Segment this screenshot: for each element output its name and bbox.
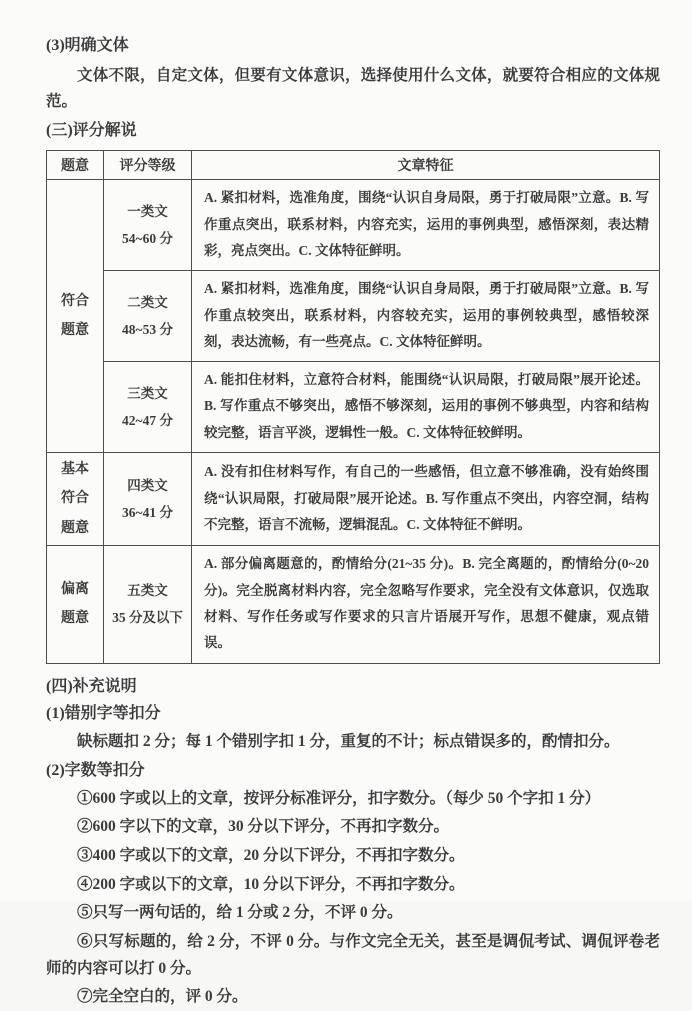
wordcount-deduction-heading: (2)字数等扣分 xyxy=(46,762,145,780)
table-row xyxy=(47,453,660,546)
typo-deduction-text: 缺标题扣 2 分；每 1 个错别字扣 1 分，重复的不计；标点错误多的，酌情扣分。 xyxy=(77,732,620,750)
table-row xyxy=(47,362,660,453)
table-row xyxy=(47,546,660,663)
grade-score-range: 36~41 分 xyxy=(122,505,173,521)
rubric-section-heading: (三)评分解说 xyxy=(46,122,137,140)
wordcount-rule-7: ⑦完全空白的，评 0 分。 xyxy=(77,988,248,1006)
wordcount-rule-5: ⑤只写一两句话的，给 1 分或 2 分，不评 0 分。 xyxy=(77,904,403,922)
table-header-row xyxy=(47,151,660,180)
table-row xyxy=(47,271,660,362)
grade-score-range: 54~60 分 xyxy=(122,231,173,247)
topic-group-basically-matches: 基本符合题意 xyxy=(47,453,104,546)
topic-group-off-topic: 偏离题意 xyxy=(47,546,104,663)
wordcount-rule-1: ①600 字或以上的文章，按评分标准评分，扣字数分。（每少 50 个字扣 1 分） xyxy=(77,789,601,807)
wordcount-rule-2: ②600 字以下的文章，30 分以下评分，不再扣字数分。 xyxy=(77,818,450,836)
table-row xyxy=(47,180,660,271)
grade-label: 四类文 xyxy=(127,478,168,494)
features-class1: A. 紧扣材料，选准角度，围绕“认识自身局限，勇于打破局限”立意。B. 写作重点突出，联系材料，内容充实，运用的事例典型，感悟深刻，表达精彩，亮点突出。C. 文体特征鲜明。 xyxy=(192,180,660,271)
grade-cell-class5 xyxy=(104,546,192,663)
features-class3: A. 能扣住材料，立意符合材料，能围绕“认识局限，打破局限”展开论述。B. 写作重点不够突出，感悟不够深刻，运用的事例不够典型，内容和结构较完整，语言平淡，逻辑性一般。C. 文体特征较鲜明。 xyxy=(192,362,660,453)
features-class5: A. 部分偏离题意的，酌情给分(21~35 分)。B. 完全离题的，酌情给分(0~20 分)。完全脱离材料内容，完全忽略写作要求，完全没有文体意识，仅选取材料、写作任务或写作要求的只言片语展开写作，思想不健康，观点错误。 xyxy=(192,546,660,663)
grade-score-range: 42~47 分 xyxy=(122,413,173,429)
section-3-paragraph: 文体不限，自定文体，但要有文体意识，选择使用什么文体，就要符合相应的文体规范。 xyxy=(46,66,660,111)
grade-cell-class1 xyxy=(104,180,192,271)
typo-deduction-heading: (1)错别字等扣分 xyxy=(46,705,161,723)
scoring-rubric-table xyxy=(46,150,660,663)
topic-group-matches: 符合题意 xyxy=(47,180,104,453)
col-header-grade: 评分等级 xyxy=(104,151,192,180)
grade-label: 五类文 xyxy=(127,583,168,599)
wordcount-rule-6: ⑥只写标题的，给 2 分，不评 0 分。与作文完全无关，甚至是调侃考试、调侃评卷老师的内容可以打 0 分。 xyxy=(46,932,660,977)
grade-score-range: 48~53 分 xyxy=(122,322,173,338)
grade-label: 三类文 xyxy=(127,386,168,402)
features-class2: A. 紧扣材料，选准角度，围绕“认识自身局限，勇于打破局限”立意。B. 写作重点较突出，联系材料，内容较充实，运用的事例较典型，感悟较深刻，表达流畅，有一些亮点。C. 文体特征鲜明。 xyxy=(192,271,660,362)
col-header-features: 文章特征 xyxy=(192,151,660,180)
features-class4: A. 没有扣住材料写作，有自己的一些感悟，但立意不够准确，没有始终围绕“认识局限，打破局限”展开论述。B. 写作重点不突出，内容空洞，结构不完整，语言不流畅，逻辑混乱。C. 文体特征不鲜明。 xyxy=(192,453,660,546)
grade-label: 二类文 xyxy=(127,295,168,311)
wordcount-rule-3: ③400 字或以下的文章，20 分以下评分，不再扣字数分。 xyxy=(77,846,465,864)
grade-cell-class3 xyxy=(104,362,192,453)
grade-score-range: 35 分及以下 xyxy=(112,610,183,626)
wordcount-rule-4: ④200 字或以下的文章，10 分以下评分，不再扣字数分。 xyxy=(77,875,465,893)
section-3-heading: (3)明确文体 xyxy=(46,37,129,54)
grade-cell-class4 xyxy=(104,453,192,546)
supplement-heading: (四)补充说明 xyxy=(46,677,137,695)
grade-cell-class2 xyxy=(104,271,192,362)
col-header-topic: 题意 xyxy=(47,151,104,180)
grade-label: 一类文 xyxy=(127,204,168,220)
